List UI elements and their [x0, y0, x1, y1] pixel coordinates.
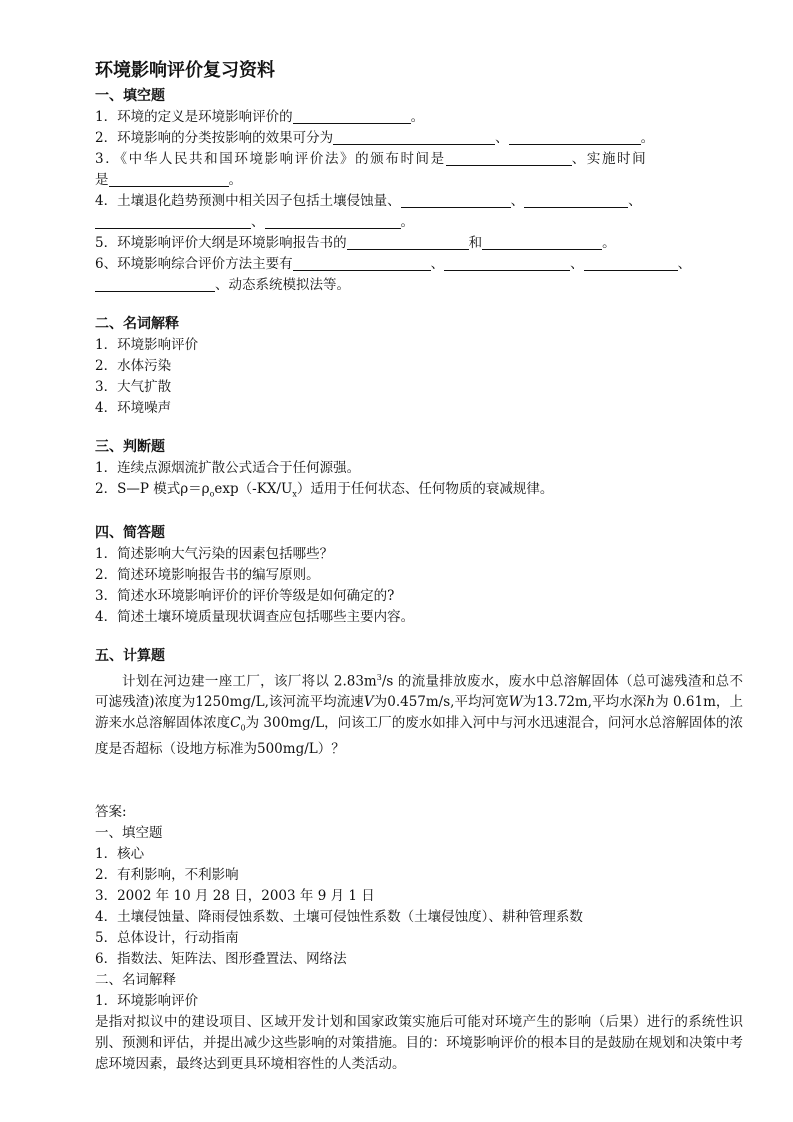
answer-blank — [524, 193, 628, 208]
section-1-heading: 一、填空题 — [95, 88, 165, 104]
answer-item: 2．有利影响，不利影响 — [95, 866, 239, 883]
calculation-problem: 计划在河边建一座工厂，该厂将以 $2.83m^3/s$ 的流量排放废水，废水中总溶解固体（总可滤残渣和总不可滤残渣)浓度为1250mg/L,该河流平均流速V为0.457m/s,平均河宽W为13.72m,平均水深h为 0.61m，上游来水总溶解固体浓度$C_0$为 300mg/L，问该工厂的废水如排入河中与河水迅速混合，问河水总溶解固体的浓度是否超标（设地方标准为500mg/L）？ — [95, 672, 743, 757]
answer-blank — [446, 151, 572, 166]
question-5: 5．环境影响评价大纲是环境影响报告书的 和 。 — [95, 235, 616, 251]
answer-blank — [347, 235, 469, 250]
answer-blank — [444, 256, 570, 271]
answer-blank — [95, 277, 215, 292]
section-5-heading: 五、计算题 — [95, 647, 165, 664]
list-item: 2．水体污染 — [95, 358, 172, 374]
answer-item: 5．总体设计，行动指南 — [95, 929, 239, 946]
section-2-heading: 二、名词解释 — [95, 316, 179, 332]
answer-blank — [401, 193, 511, 208]
question-6: 6、环境影响综合评价方法主要有 、 、 、 — [95, 256, 692, 272]
question-6-cont: 、动态系统模拟法等。 — [95, 275, 743, 296]
answer-blank — [109, 172, 229, 187]
list-item: 3．简述水环境影响评价的评价等级是如何确定的? — [95, 587, 395, 604]
answer-blank — [333, 130, 495, 145]
answer-blank — [265, 214, 401, 229]
answer-item: 3．2002 年 10 月 28 日，2003 年 9 月 1 日 — [95, 887, 375, 904]
list-item: 3．大气扩散 — [95, 379, 172, 395]
list-item: 2．S—P 模式$\rho=\rho_o\exp(-KX/U_x)$适用于任何状态、任何物质的衰减规律。 — [95, 481, 554, 499]
answer-blank — [293, 109, 411, 124]
list-item: 1．连续点源烟流扩散公式适合于任何源强。 — [95, 460, 361, 476]
answer-blank — [584, 256, 678, 271]
list-item: 4．环境噪声 — [95, 400, 172, 416]
question-2: 2．环境影响的分类按影响的效果可分为 、 。 — [95, 130, 655, 146]
section-3-heading: 三、判断题 — [95, 439, 165, 455]
answer-blank — [482, 235, 602, 250]
document-page — [95, 58, 743, 1075]
answers-section-2-heading: 二、名词解释 — [95, 971, 176, 988]
doc-title: 环境影响评价复习资料 — [95, 60, 275, 81]
answer-blank — [509, 130, 641, 145]
answer-blank — [95, 214, 251, 229]
list-item: 1．简述影响大气污染的因素包括哪些？ — [95, 545, 334, 562]
answer-item: 1．核心 — [95, 845, 145, 862]
question-4-cont: 、 。 — [95, 212, 743, 233]
answers-section-1-heading: 一、填空题 — [95, 824, 163, 841]
answer-blank — [293, 256, 431, 271]
answers-label: 答案: — [95, 803, 127, 820]
question-3: 3．《中华人民共和国环境影响评价法》的颁布时间是 、实施时间 — [95, 151, 648, 167]
list-item: 4．简述土壤环境质量现状调查应包括哪些主要内容。 — [95, 608, 415, 625]
answer-item: 6．指数法、矩阵法、图形叠置法、网络法 — [95, 950, 347, 967]
question-3-cont: 是 。 — [95, 172, 242, 188]
answer-item: 4．土壤侵蚀量、降雨侵蚀系数、土壤可侵蚀性系数（土壤侵蚀度）、耕种管理系数 — [95, 908, 583, 925]
question-1: 1．环境的定义是环境影响评价的 。 — [95, 109, 425, 125]
question-4: 4．土壤退化趋势预测中相关因子包括土壤侵蚀量、 、 、 — [95, 193, 642, 209]
list-item: 2．简述环境影响报告书的编写原则。 — [95, 566, 320, 583]
answer-definition: 是指对拟议中的建设项目、区域开发计划和国家政策实施后可能对环境产生的影响（后果）进行的系统性识别、预测和评估，并提出减少这些影响的对策措施。目的：环境影响评价的根本目的是鼓励在规划和决策中考虑环境因素，最终达到更具环境相容性的人类活动。 — [95, 1013, 743, 1072]
answer-item: 1．环境影响评价 — [95, 992, 199, 1009]
list-item: 1．环境影响评价 — [95, 337, 199, 353]
section-4-heading: 四、简答题 — [95, 524, 165, 541]
